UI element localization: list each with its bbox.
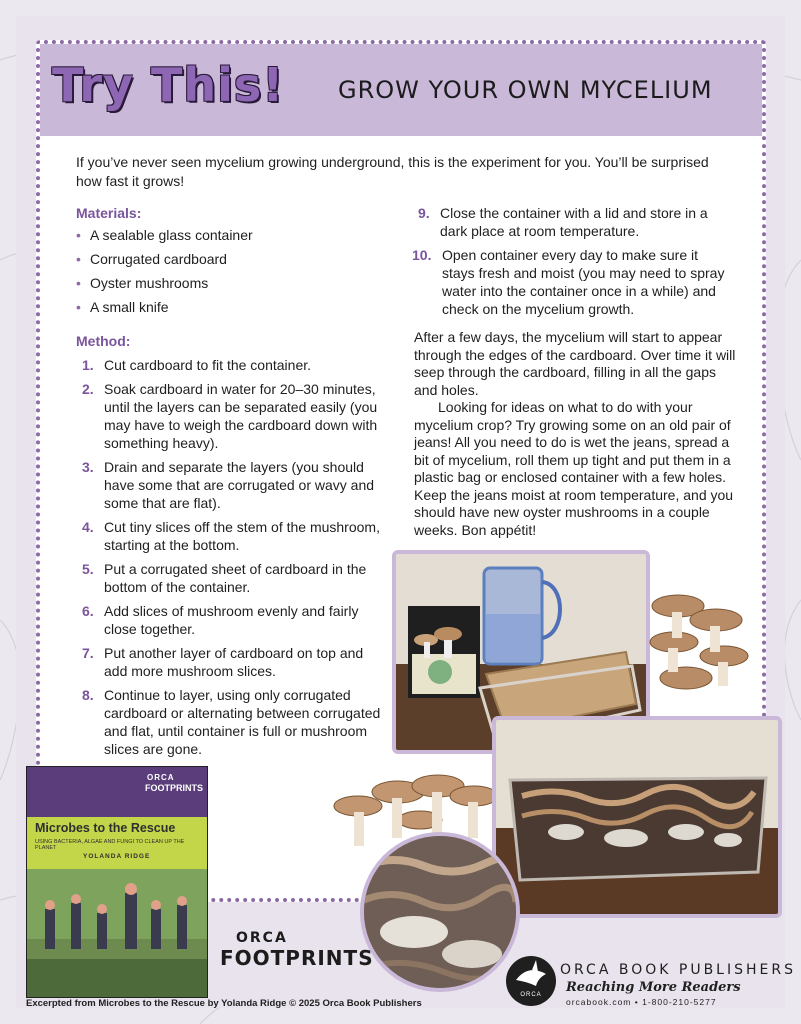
paragraph: Looking for ideas on what to do with your mycelium crop? Try growing some on an old pair of jeans! All you need to do is wet the jeans, spread a bit of mycelium, roll them up tight and put them in a plastic bag or enclosed container with a few holes. Keep the jeans moist at room temperature, and you should have new oyster mushrooms in a couple weeks. Bon appétit! [414, 399, 734, 538]
method-heading: Method: [76, 333, 131, 349]
step-item [412, 246, 734, 318]
photo-mycelium-closeup [360, 832, 520, 992]
method-steps-right [412, 204, 734, 318]
publisher-name: ORCA BOOK PUBLISHERS [560, 962, 796, 978]
step-item [76, 380, 388, 452]
book-title: Microbes to the Rescue [35, 821, 176, 835]
step-number: 9. [418, 205, 430, 221]
intro-text: If you’ve never seen mycelium growing underground, this is the experiment for you. You’ll be surprised how fast it grows! [76, 154, 709, 189]
step-text: Close the container with a lid and store in a dark place at room temperature. [440, 205, 708, 239]
step-text: Cut cardboard to fit the container. [104, 357, 312, 373]
publisher-contact: orcabook.com • 1-800-210-5277 [566, 997, 717, 1007]
step-text: Soak cardboard in water for 20–30 minutes, until the layers can be separated easily (you may have to weigh the cardboard down with something heavy). [104, 381, 378, 451]
step-number: 5. [82, 561, 94, 577]
step-item [412, 204, 734, 240]
step-item [76, 518, 388, 554]
page-title: Try This! [52, 58, 285, 112]
credit-line: Excerpted from Microbes to the Rescue by Yolanda Ridge © 2025 Orca Book Publishers [26, 998, 422, 1009]
materials-list [76, 226, 253, 322]
publisher-tagline: Reaching More Readers [566, 980, 741, 995]
mushroom-cluster-right [644, 586, 760, 706]
step-item [76, 560, 388, 596]
book-author: YOLANDA RIDGE [83, 853, 151, 860]
step-number: 6. [82, 603, 94, 619]
step-text: Cut tiny slices off the stem of the mushroom, starting at the bottom. [104, 519, 380, 553]
step-number: 3. [82, 459, 94, 475]
step-item [76, 458, 388, 512]
orca-logo-icon [506, 956, 556, 1006]
photo-container-layers [492, 716, 782, 918]
book-cover [26, 766, 208, 998]
closeup-image [364, 836, 516, 988]
book-cover-photo [27, 869, 207, 997]
step-number: 2. [82, 381, 94, 397]
book-subtitle: USING BACTERIA, ALGAE AND FUNGI TO CLEAN UP THE PLANET [35, 839, 185, 851]
orca-footprints-logo [220, 930, 374, 970]
book-series-top: ORCA [147, 773, 175, 782]
step-text: Continue to layer, using only corrugated cardboard or alternating between corrugated and flat, until container is full or mushroom slices are gone. [104, 687, 381, 757]
step-number: 8. [82, 687, 94, 703]
footprints-logo-bottom: FOOTPRINTS [220, 946, 374, 970]
step-text: Drain and separate the layers (you should have some that are corrugated or wavy and some that are flat). [104, 459, 375, 511]
page-subtitle: GROW YOUR OWN MYCELIUM [338, 76, 713, 104]
step-number: 1. [82, 357, 94, 373]
paragraph: After a few days, the mycelium will start to appear through the edges of the cardboard. Over time it will seep through the cardboard, filling in all the gaps and holes. [414, 329, 736, 398]
step-text: Put a corrugated sheet of cardboard in the bottom of the container. [104, 561, 367, 595]
body-text [414, 329, 736, 539]
step-item [76, 686, 388, 758]
list-item: • A sealable glass container [76, 226, 253, 250]
list-item: • A small knife [76, 298, 253, 322]
orca-whale-icon [506, 956, 556, 1006]
step-number: 4. [82, 519, 94, 535]
list-item: • Corrugated cardboard [76, 250, 253, 274]
materials-heading: Materials: [76, 205, 142, 221]
step-item [76, 356, 388, 374]
orca-logo-text: ORCA [520, 992, 542, 998]
step-text: Add slices of mushroom evenly and fairly close together. [104, 603, 359, 637]
step-text: Open container every day to make sure it stays fresh and moist (you may need to spray water into the container once in a while) and check on the mycelium growth. [442, 247, 725, 317]
step-item [76, 602, 388, 638]
footprints-logo-top: ORCA [236, 930, 288, 946]
step-text: Put another layer of cardboard on top and add more mushroom slices. [104, 645, 364, 679]
book-photo-image [27, 869, 207, 997]
book-series: FOOTPRINTS [145, 783, 203, 793]
step-item [76, 644, 388, 680]
method-steps-left [76, 356, 388, 758]
step-number: 7. [82, 645, 94, 661]
list-item: • Oyster mushrooms [76, 274, 253, 298]
photo-container-image [496, 720, 778, 914]
step-number: 10. [412, 247, 432, 263]
